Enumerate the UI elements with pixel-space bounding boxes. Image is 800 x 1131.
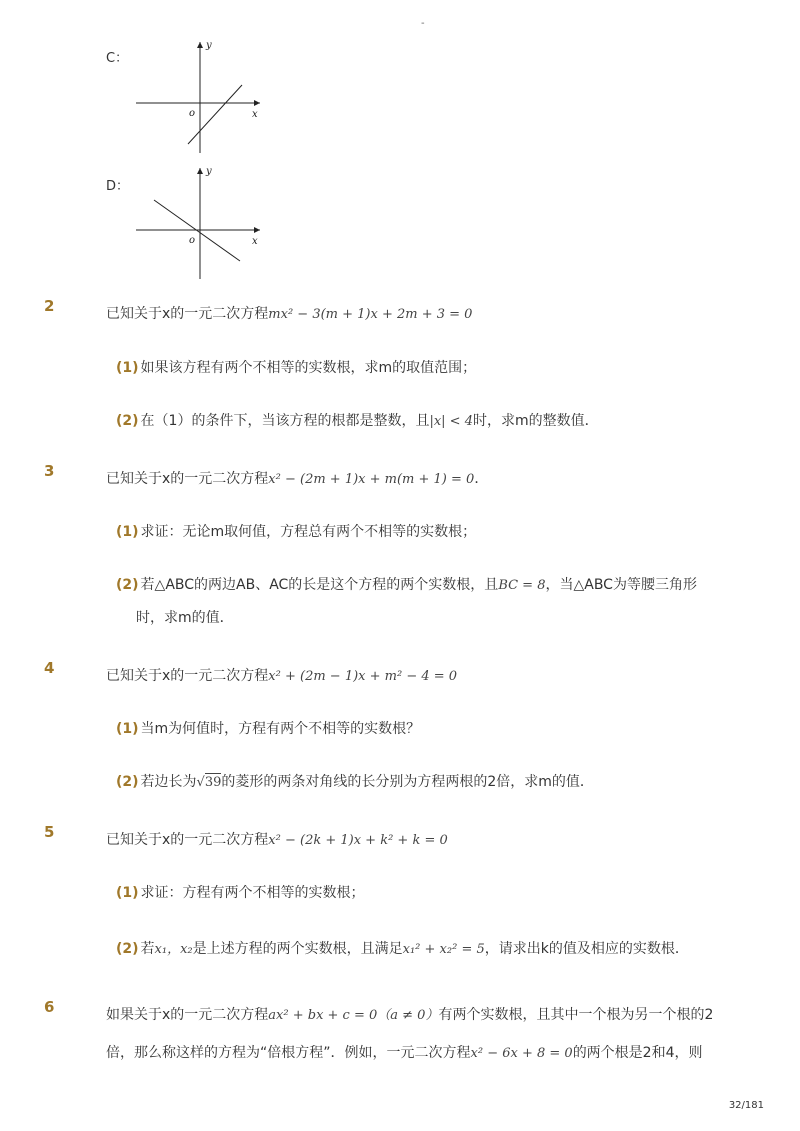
sub-question-continuation: 时，求m的值． (136, 610, 234, 626)
page-number: 32/181 (728, 1100, 764, 1111)
header-mark: - (421, 18, 425, 29)
sub-question: (1) 求证：无论m取何值，方程总有两个不相等的实数根； (116, 524, 477, 540)
question-stem: 已知关于x的一元二次方程mx² − 3(m + 1)x + 2m + 3 = 0 (106, 306, 473, 322)
equation: mx² − 3(m + 1)x + 2m + 3 = 0 (268, 307, 473, 322)
origin-label: o (189, 235, 196, 246)
question-number: 6 (44, 998, 55, 1016)
sub-question: (2) 若x₁，x₂是上述方程的两个实数根，且满足x₁² + x₂² = 5，请求出k的值及相应的实数根． (116, 941, 689, 957)
x-label: x (252, 236, 258, 247)
question-stem: 已知关于x的一元二次方程x² − (2m + 1)x + m(m + 1) = 0． (106, 471, 489, 487)
sub-question: (2) 若边长为√39的菱形的两条对角线的长分别为方程两根的2倍，求m的值． (116, 774, 594, 790)
sub-question: (1) 当m为何值时，方程有两个不相等的实数根？ (116, 721, 421, 737)
option-c-label: C： (106, 51, 129, 66)
question-stem: 如果关于x的一元二次方程ax² + bx + c = 0（a ≠ 0）有两个实数根，且其中一个根为另一个根的2 (106, 1007, 714, 1023)
question-number: 2 (44, 297, 55, 315)
sub-question: (2) 若△ABC的两边AB、AC的长是这个方程的两个实数根，且BC = 8，当△ABC为等腰三角形 (116, 577, 697, 593)
y-label: y (206, 40, 212, 51)
line-graph (188, 85, 242, 144)
option-d-label: D： (106, 179, 130, 194)
question-stem: 已知关于x的一元二次方程x² + (2m − 1)x + m² − 4 = 0 (106, 668, 458, 684)
sub-question: (1) 如果该方程有两个不相等的实数根，求m的取值范围； (116, 360, 477, 376)
question-number: 3 (44, 462, 55, 480)
sub-question: (2) 在（1）的条件下，当该方程的根都是整数，且|x| < 4时，求m的整数值． (116, 413, 599, 429)
sub-question: (1) 求证：方程有两个不相等的实数根； (116, 885, 365, 901)
question-stem: 已知关于x的一元二次方程x² − (2k + 1)x + k² + k = 0 (106, 832, 448, 848)
equation: ax² + bx + c = 0（a ≠ 0） (268, 1008, 439, 1023)
question-number: 4 (44, 659, 55, 677)
question-stem-continuation: 倍，那么称这样的方程为“倍根方程”．例如，一元二次方程x² − 6x + 8 = 0的两个根是2和4，则 (106, 1045, 703, 1061)
equation: x² + (2m − 1)x + m² − 4 = 0 (268, 669, 458, 684)
question-number: 5 (44, 823, 55, 841)
equation: x² − (2k + 1)x + k² + k = 0 (268, 833, 448, 848)
graph-d (130, 162, 270, 282)
equation: x² − (2m + 1)x + m(m + 1) = 0 (268, 472, 475, 487)
x-label: x (252, 109, 258, 120)
origin-label: o (189, 108, 196, 119)
graph-c (130, 36, 270, 156)
y-label: y (206, 166, 212, 177)
sqrt-symbol: √39 (196, 775, 222, 790)
